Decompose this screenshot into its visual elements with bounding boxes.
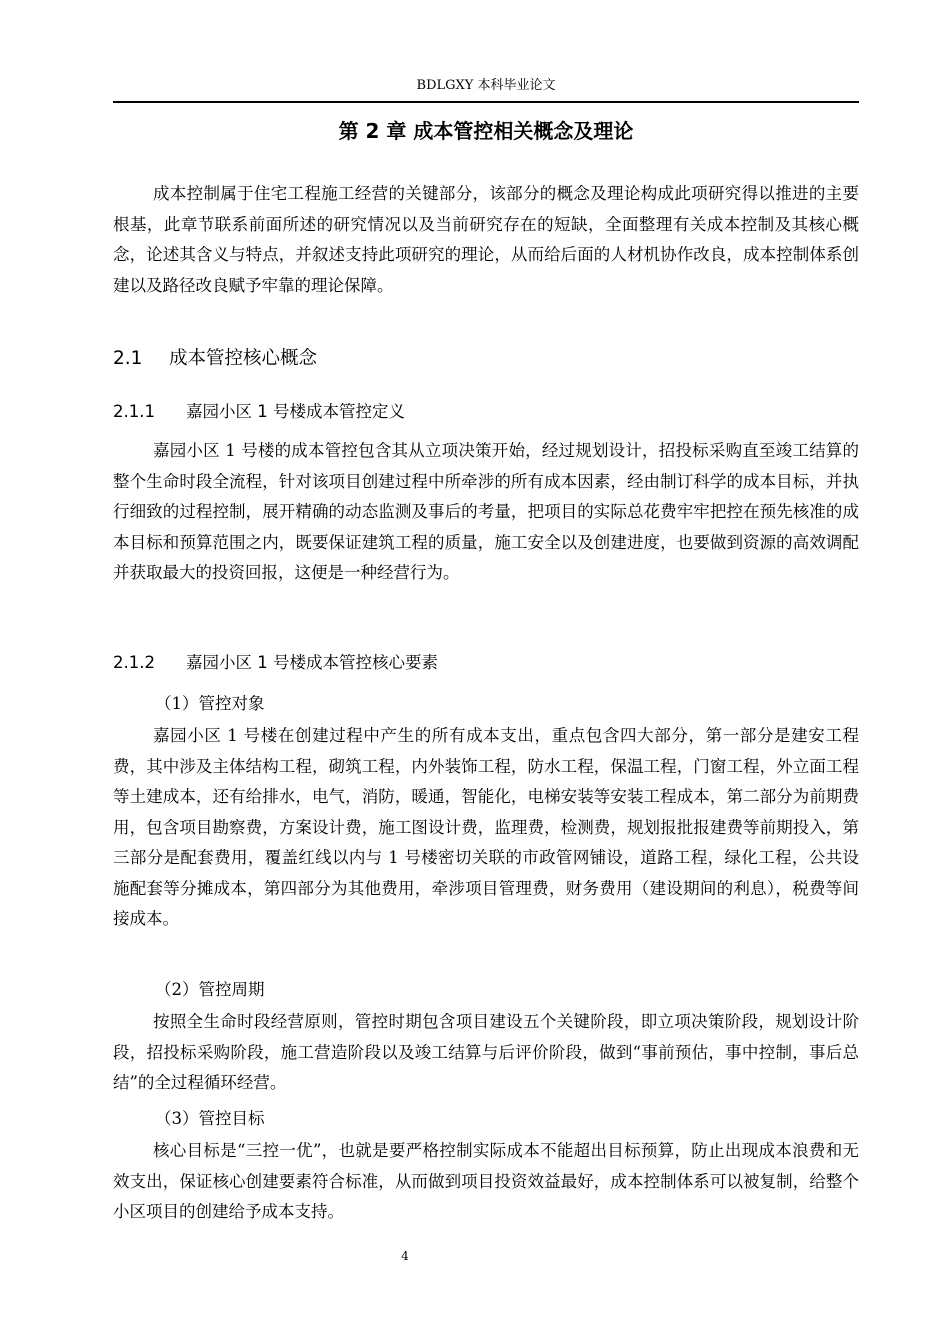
subsection-heading-2-1-1 — [113, 398, 405, 426]
definition-paragraph: 嘉园小区 1 号楼的成本管控包含其从立项决策开始，经过规划设计，招投标采购直至竣工结算的整个生命时段全流程，针对该项目创建过程中所牵涉的所有成本因素，经由制订科学的成本目标，并执行细致的过程控制，展开精确的动态监测及事后的考量，把项目的实际总花费牢牢把控在预先核准的成本目标和预算范围之内，既要保证建筑工程的质量，施工安全以及创建进度，也要做到资源的高效调配并获取最大的投资回报，这便是一种经营行为。 — [113, 441, 859, 582]
item-label-control-target: （3）管控目标 — [155, 1109, 265, 1128]
chapter-title: 第 2 章 成本管控相关概念及理论 — [338, 119, 634, 143]
control-period-paragraph: 按照全生命时段经营原则，管控时期包含项目建设五个关键阶段，即立项决策阶段，规划设计阶段，招投标采购阶段，施工营造阶段以及竣工结算与后评价阶段，做到“事前预估，事中控制，事后总结”的全过程循环经营。 — [113, 1012, 859, 1092]
section-heading-2-1 — [113, 344, 317, 374]
page-number: 4 — [401, 1249, 409, 1263]
section-number: 2.1 — [113, 348, 143, 369]
subsection-heading-2-1-2 — [113, 649, 438, 677]
subsection-title: 嘉园小区 1 号楼成本管控核心要素 — [186, 653, 438, 672]
header-rule — [113, 101, 859, 103]
subsection-title: 嘉园小区 1 号楼成本管控定义 — [186, 402, 405, 421]
running-header: BDLGXY 本科毕业论文 — [416, 78, 556, 93]
item-label-control-period: （2）管控周期 — [155, 980, 265, 999]
subsection-number: 2.1.1 — [113, 402, 155, 421]
control-object-paragraph: 嘉园小区 1 号楼在创建过程中产生的所有成本支出，重点包含四大部分，第一部分是建安工程费，其中涉及主体结构工程，砌筑工程，内外装饰工程，防水工程，保温工程，门窗工程，外立面工程等土建成本，还有给排水，电气，消防，暖通，智能化，电梯安装等安装工程成本，第二部分为前期费用，包含项目勘察费，方案设计费，施工图设计费，监理费，检测费，规划报批报建费等前期投入，第三部分是配套费用，覆盖红线以内与 1 号楼密切关联的市政管网铺设，道路工程，绿化工程，公共设施配套等分摊成本，第四部分为其他费用，牵涉项目管理费，财务费用（建设期间的利息），税费等间接成本。 — [113, 726, 859, 928]
section-title: 成本管控核心概念 — [169, 348, 318, 369]
intro-paragraph: 成本控制属于住宅工程施工经营的关键部分，该部分的概念及理论构成此项研究得以推进的主要根基，此章节联系前面所述的研究情况以及当前研究存在的短缺，全面整理有关成本控制及其核心概念，论述其含义与特点，并叙述支持此项研究的理论，从而给后面的人材机协作改良，成本控制体系创建以及路径改良赋予牢靠的理论保障。 — [113, 184, 859, 295]
subsection-number: 2.1.2 — [113, 653, 155, 672]
item-label-control-object: （1）管控对象 — [155, 694, 265, 713]
control-target-paragraph: 核心目标是“三控一优”，也就是要严格控制实际成本不能超出目标预算，防止出现成本浪费和无效支出，保证核心创建要素符合标准，从而做到项目投资效益最好，成本控制体系可以被复制，给整个小区项目的创建给予成本支持。 — [113, 1141, 859, 1221]
